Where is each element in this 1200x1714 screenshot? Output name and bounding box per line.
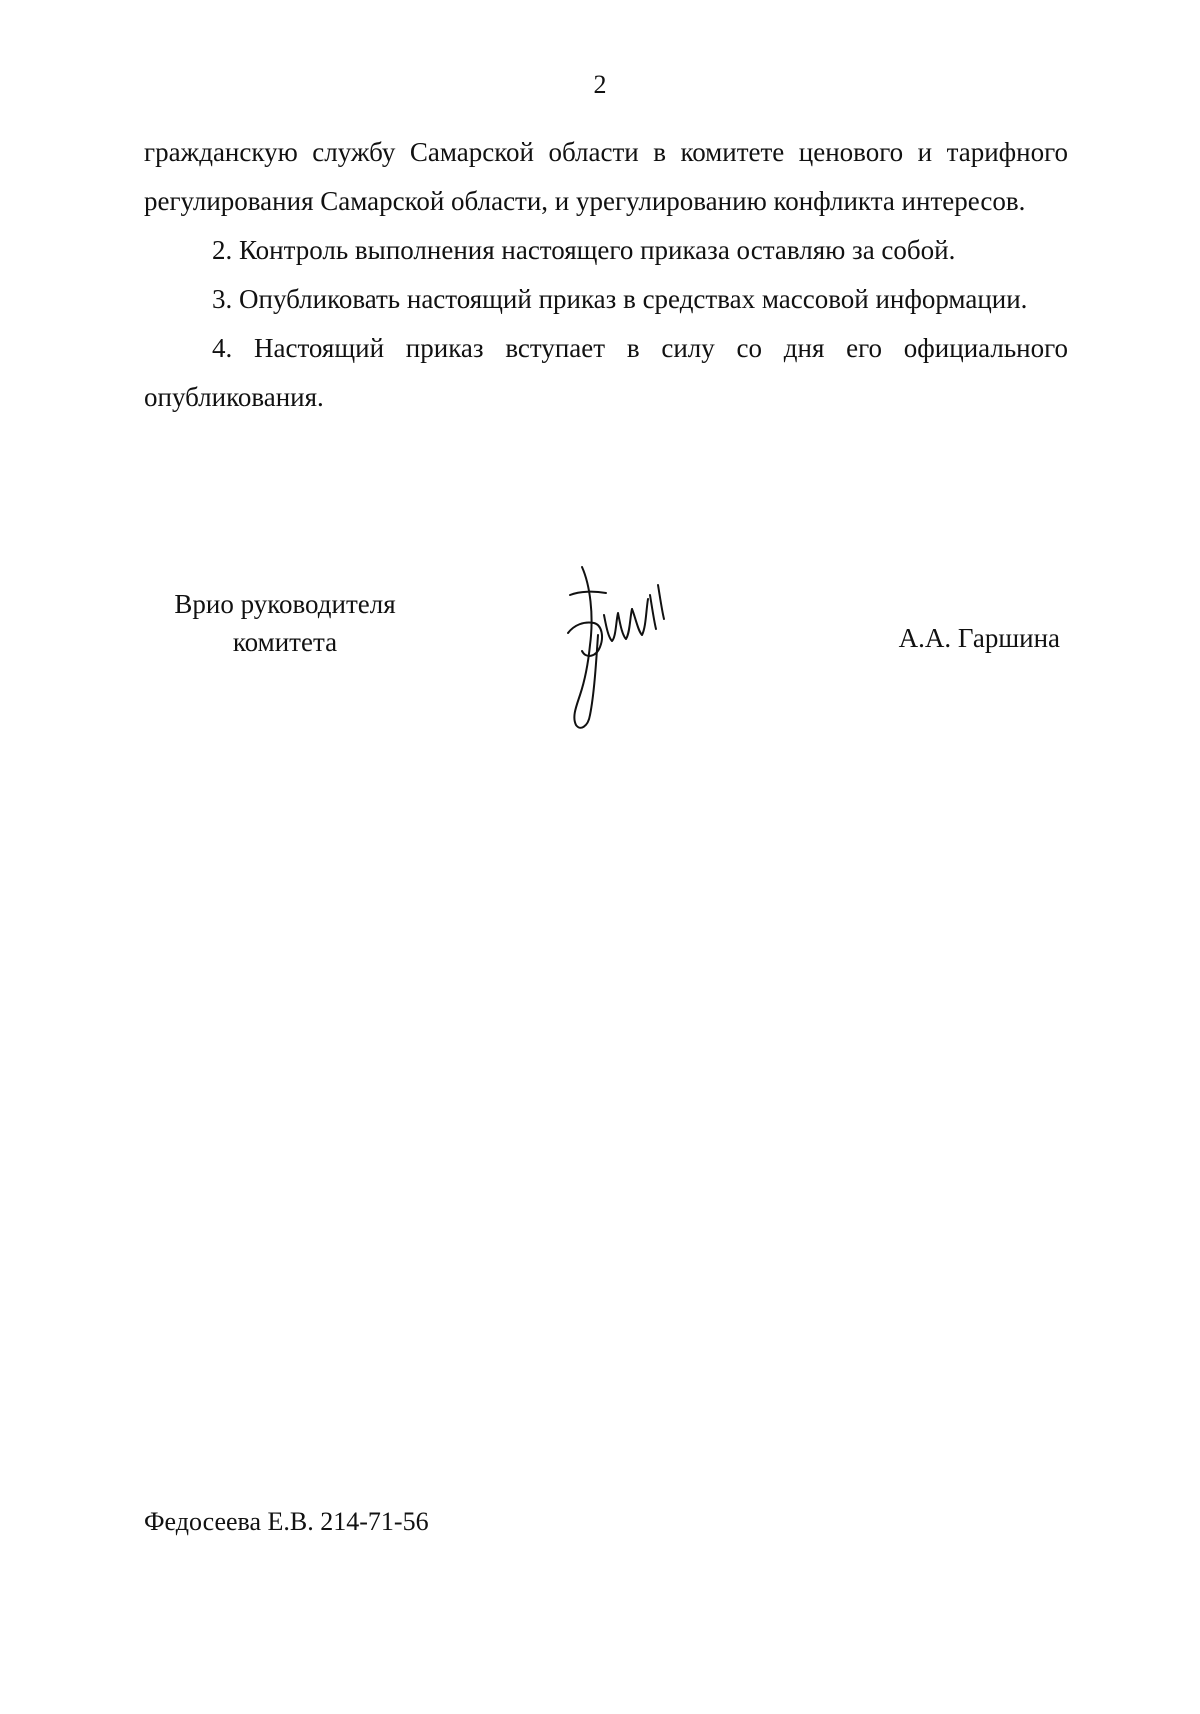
executor-contact: Федосеева Е.В. 214-71-56 [144, 1507, 429, 1536]
signer-name: А.А. Гаршина [898, 623, 1060, 653]
document-body [144, 128, 1068, 422]
signer-position-line-1: Врио руководителя [174, 589, 396, 619]
signature-block [0, 585, 1200, 745]
paragraph-item-4: 4. Настоящий приказ вступает в силу со дня его официального опубликования. [144, 333, 1068, 412]
page-number: 2 [593, 70, 607, 99]
paragraph-item-2: 2. Контроль выполнения настоящего приказа оставляю за собой. [212, 235, 956, 265]
signer-position [166, 585, 404, 661]
paragraph-continuation: гражданскую службу Самарской области в комитете ценового и тарифного регулирования Самарской области, и урегулированию конфликта интересов. [144, 137, 1068, 216]
signer-position-line-2: комитета [232, 627, 338, 657]
paragraph-item-3: 3. Опубликовать настоящий приказ в средствах массовой информации. [212, 284, 1028, 314]
handwritten-signature [560, 555, 670, 735]
